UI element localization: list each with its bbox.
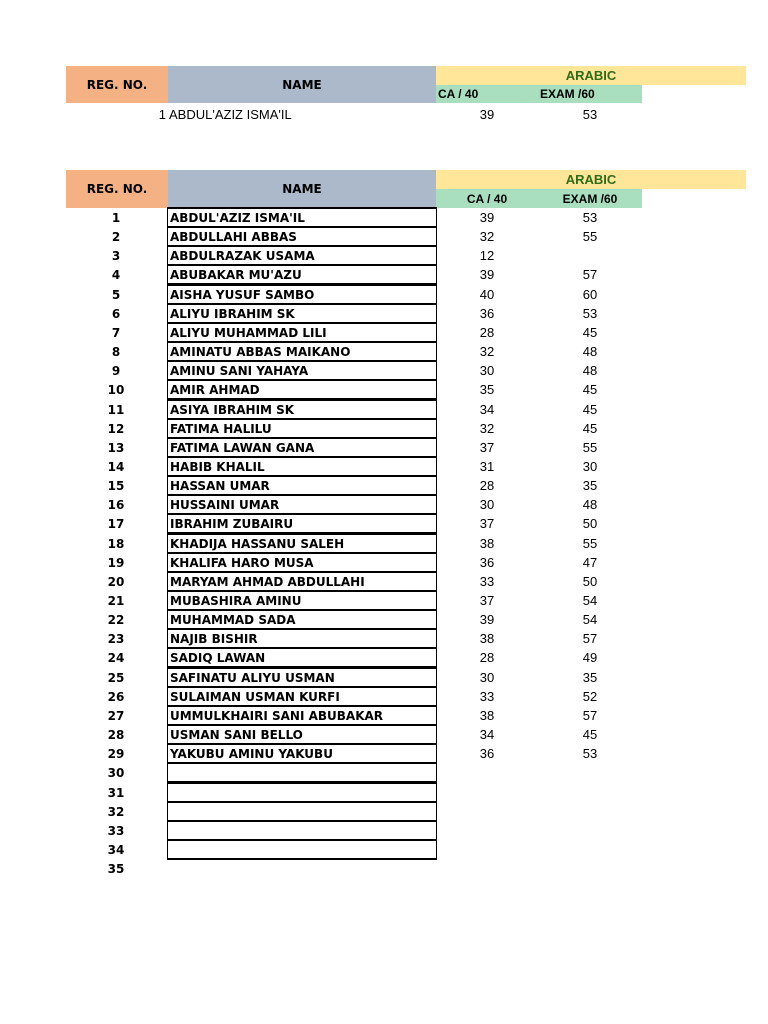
ca-score-cell: 28 (479, 325, 495, 340)
exam-score-cell: 53 (582, 306, 598, 321)
exam-score-cell: 48 (582, 344, 598, 359)
exam-score-cell: 55 (582, 536, 598, 551)
ca-score-cell: 32 (479, 344, 495, 359)
name-cell: ABDULRAZAK USAMA (167, 245, 437, 265)
reg-no-header: REG. NO. (66, 170, 168, 208)
exam-score-cell: 55 (582, 440, 598, 455)
reg-no-cell: 5 (111, 287, 121, 302)
reg-no-cell: 16 (107, 497, 125, 512)
reg-no-cell: 35 (107, 861, 125, 876)
ca-score-cell (436, 783, 538, 802)
exam-score-cell: 52 (582, 689, 598, 704)
name-cell: MARYAM AHMAD ABDULLAHI (167, 571, 437, 591)
name-cell: MUHAMMAD SADA (167, 609, 437, 629)
exam-score-cell (538, 859, 642, 878)
ca-score-cell: 34 (479, 727, 495, 742)
ca-score-cell: 39 (479, 612, 495, 627)
subject-header: ARABIC (436, 170, 746, 189)
exam-score-cell: 47 (582, 555, 598, 570)
name-cell (167, 762, 437, 782)
ca-score-cell: 33 (479, 689, 495, 704)
reg-no-cell: 15 (107, 478, 125, 493)
ca-score-cell (436, 802, 538, 821)
ca-score-cell: 30 (479, 497, 495, 512)
reg-no-cell: 2 (111, 229, 121, 244)
ca-score-cell: 32 (479, 421, 495, 436)
name-cell: AMINATU ABBAS MAIKANO (167, 341, 437, 361)
reg-no-cell: 28 (107, 727, 125, 742)
exam-header: EXAM /60 (562, 191, 618, 206)
reg-no-cell: 34 (107, 842, 125, 857)
name-cell: AMIR AHMAD (167, 379, 437, 399)
exam-score-cell: 53 (582, 210, 598, 225)
reg-no-cell: 18 (107, 536, 125, 551)
reg-no-cell: 21 (107, 593, 125, 608)
exam-score-cell: 48 (582, 497, 598, 512)
name-cell: ALIYU IBRAHIM SK (167, 303, 437, 323)
ca-score-cell: 36 (479, 555, 495, 570)
sample-exam: 53 (582, 107, 598, 122)
exam-score-cell: 50 (582, 574, 598, 589)
reg-no-cell: 33 (107, 823, 125, 838)
name-cell: HUSSAINI UMAR (167, 494, 437, 514)
name-cell: YAKUBU AMINU YAKUBU (167, 743, 437, 763)
exam-score-cell: 45 (582, 382, 598, 397)
exam-score-cell: 57 (582, 631, 598, 646)
name-header: NAME (168, 170, 436, 208)
exam-score-cell: 54 (582, 593, 598, 608)
reg-no-cell: 6 (111, 306, 121, 321)
sample-name: ABDUL'AZIZ ISMA'IL (169, 107, 292, 122)
exam-score-cell: 48 (582, 363, 598, 378)
ca-header-1: CA / 40 (438, 87, 479, 101)
exam-score-cell: 45 (582, 421, 598, 436)
reg-no-cell: 19 (107, 555, 125, 570)
exam-score-cell: 57 (582, 708, 598, 723)
ca-score-cell: 39 (479, 267, 495, 282)
name-column-bottom-border (167, 858, 437, 860)
ca-score-cell: 12 (479, 248, 495, 263)
name-cell (167, 801, 437, 821)
exam-score-cell (538, 821, 642, 840)
name-cell: UMMULKHAIRI SANI ABUBAKAR (167, 705, 437, 725)
reg-no-cell: 32 (107, 804, 125, 819)
reg-no-cell: 20 (107, 574, 125, 589)
ca-score-cell: 34 (479, 402, 495, 417)
name-cell: MUBASHIRA AMINU (167, 590, 437, 610)
name-cell: ASIYA IBRAHIM SK (167, 399, 437, 419)
exam-score-cell: 50 (582, 516, 598, 531)
ca-score-cell: 28 (479, 478, 495, 493)
exam-score-cell (538, 783, 642, 802)
ca-score-cell: 30 (479, 363, 495, 378)
reg-no-cell: 13 (107, 440, 125, 455)
ca-score-cell (436, 763, 538, 782)
exam-score-cell: 57 (582, 267, 598, 282)
reg-no-cell: 25 (107, 670, 125, 685)
sample-reg: 1 (158, 107, 166, 122)
ca-score-cell (436, 840, 538, 859)
reg-no-cell: 8 (111, 344, 121, 359)
name-cell: SADIQ LAWAN (167, 647, 437, 667)
score-subheader-1 (436, 85, 642, 103)
name-header-1: NAME (168, 66, 436, 103)
name-cell (167, 782, 437, 802)
ca-score-cell: 32 (479, 229, 495, 244)
exam-score-cell (538, 246, 642, 265)
name-cell: USMAN SANI BELLO (167, 724, 437, 744)
reg-no-cell: 23 (107, 631, 125, 646)
exam-score-cell: 35 (582, 670, 598, 685)
exam-score-cell: 60 (582, 287, 598, 302)
exam-score-cell: 35 (582, 478, 598, 493)
ca-score-cell: 30 (479, 670, 495, 685)
name-cell (167, 839, 437, 859)
sample-ca: 39 (479, 107, 495, 122)
reg-no-cell: 29 (107, 746, 125, 761)
name-cell: SULAIMAN USMAN KURFI (167, 686, 437, 706)
exam-score-cell (538, 763, 642, 782)
reg-no-cell: 9 (111, 363, 121, 378)
reg-no-cell: 27 (107, 708, 125, 723)
reg-no-cell: 14 (107, 459, 125, 474)
name-cell: FATIMA HALILU (167, 418, 437, 438)
ca-score-cell: 39 (479, 210, 495, 225)
ca-score-cell: 36 (479, 306, 495, 321)
exam-score-cell: 54 (582, 612, 598, 627)
name-cell: HASSAN UMAR (167, 475, 437, 495)
name-cell: AMINU SANI YAHAYA (167, 360, 437, 380)
subject-header-1: ARABIC (436, 66, 746, 85)
reg-no-cell: 17 (107, 516, 125, 531)
name-cell: ABDUL'AZIZ ISMA'IL (167, 207, 437, 227)
name-cell: KHALIFA HARO MUSA (167, 552, 437, 572)
name-cell: AISHA YUSUF SAMBO (167, 284, 437, 304)
exam-score-cell (538, 840, 642, 859)
exam-score-cell: 49 (582, 650, 598, 665)
name-cell: IBRAHIM ZUBAIRU (167, 513, 437, 533)
reg-no-cell: 22 (107, 612, 125, 627)
reg-no-cell: 10 (107, 382, 125, 397)
ca-score-cell: 28 (479, 650, 495, 665)
reg-no-cell: 30 (107, 765, 125, 780)
name-cell: KHADIJA HASSANU SALEH (167, 533, 437, 553)
ca-score-cell: 38 (479, 708, 495, 723)
reg-no-cell: 31 (107, 785, 125, 800)
ca-score-cell: 31 (479, 459, 495, 474)
ca-score-cell: 38 (479, 631, 495, 646)
exam-header-1: EXAM /60 (540, 87, 595, 101)
reg-no-header-1: REG. NO. (66, 66, 168, 103)
ca-score-cell: 40 (479, 287, 495, 302)
ca-score-cell (436, 859, 538, 878)
name-cell: FATIMA LAWAN GANA (167, 437, 437, 457)
exam-score-cell: 30 (582, 459, 598, 474)
exam-score-cell: 53 (582, 746, 598, 761)
exam-score-cell: 45 (582, 402, 598, 417)
name-cell: NAJIB BISHIR (167, 628, 437, 648)
ca-header: CA / 40 (466, 191, 508, 206)
name-cell (167, 820, 437, 840)
reg-no-cell: 11 (107, 402, 125, 417)
name-cell: SAFINATU ALIYU USMAN (167, 667, 437, 687)
name-cell: ALIYU MUHAMMAD LILI (167, 322, 437, 342)
reg-no-cell: 24 (107, 650, 125, 665)
reg-no-cell: 1 (111, 210, 121, 225)
ca-score-cell (436, 821, 538, 840)
reg-no-cell: 4 (111, 267, 121, 282)
ca-score-cell: 37 (479, 516, 495, 531)
reg-no-cell: 7 (111, 325, 121, 340)
ca-score-cell: 36 (479, 746, 495, 761)
score-subheader (436, 189, 642, 208)
name-cell: HABIB KHALIL (167, 456, 437, 476)
exam-score-cell: 55 (582, 229, 598, 244)
ca-score-cell: 38 (479, 536, 495, 551)
reg-no-cell: 26 (107, 689, 125, 704)
reg-no-cell: 12 (107, 421, 125, 436)
ca-score-cell: 33 (479, 574, 495, 589)
exam-score-cell: 45 (582, 325, 598, 340)
exam-score-cell: 45 (582, 727, 598, 742)
ca-score-cell: 37 (479, 593, 495, 608)
exam-score-cell (538, 802, 642, 821)
ca-score-cell: 37 (479, 440, 495, 455)
reg-no-cell: 3 (111, 248, 121, 263)
name-cell: ABUBAKAR MU'AZU (167, 264, 437, 284)
ca-score-cell: 35 (479, 382, 495, 397)
name-cell: ABDULLAHI ABBAS (167, 226, 437, 246)
